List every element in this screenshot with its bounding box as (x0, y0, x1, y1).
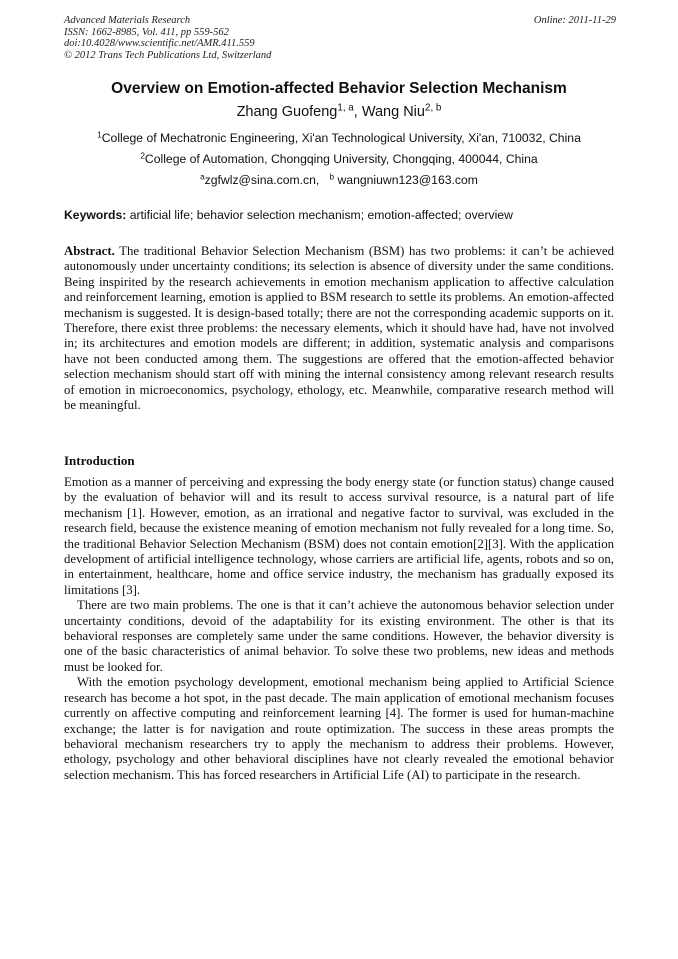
paper-title: Overview on Emotion-affected Behavior Selection Mechanism (111, 80, 567, 97)
email-superscript: a (200, 171, 205, 182)
author-list (0, 104, 678, 120)
email-link[interactable]: zgfwlz@sina.com.cn, (204, 173, 320, 187)
affiliation-text: College of Mechatronic Engineering, Xi'an Technological University, Xi'an, 710032, China (101, 131, 581, 145)
author-superscript: 1, a (337, 102, 354, 114)
affiliation-text: College of Automation, Chongqing University, Chongqing, 400044, China (144, 152, 538, 166)
abstract-label: Abstract. (64, 244, 115, 258)
abstract (64, 244, 614, 413)
affiliation (0, 131, 678, 145)
keywords-label: Keywords: (64, 208, 127, 222)
journal-name: Advanced Materials Research (64, 15, 191, 26)
author-separator: , (353, 104, 362, 120)
copyright-line: © 2012 Trans Tech Publications Ltd, Switzerland (64, 49, 272, 61)
affiliation (0, 152, 678, 166)
issn-line: ISSN: 1662-8985, Vol. 411, pp 559-562 (64, 26, 229, 38)
paragraph: Emotion as a manner of perceiving and expressing the body energy state (or function status) change caused by the evaluation of behavior will and its result to access survival resource, is a natural part of life mechanism [1]. However, emotion, as an irrational and negative factor to survival, was excluded in the research field, because the existence meaning of emotion mechanism not fully revealed for a long time. So, the traditional Behavior Selection Mechanism (BSM) does not contain emotion[2][3]. With the application development of artificial intelligence technology, whose carriers are artificial life, agents, robots and so on, in entertainment, healthcare, home and office service industry, the mechanism has gradually exposed its limitations [3]. (64, 475, 614, 597)
keywords-text: artificial life; behavior selection mechanism; emotion-affected; overview (129, 208, 513, 222)
email-link[interactable]: wangniuwn123@163.com (337, 173, 478, 187)
publication-header (64, 15, 616, 61)
paragraph: With the emotion psychology development, emotional mechanism being applied to Artificial Science research has become a hot spot, in the past decade. The main application of emotional mechanism focuses currently on affective computing and reinforcement learning [4]. The former is used for human-machine exchange; the latter is for navigation and route optimization. The success in these areas prompts the behavioral mechanism researchers try to apply the mechanism to address their problems. However, ethology, psychology and other behavioral disciplines have not clearly revealed the emotional behavior selection mechanism. This has forced researchers in Artificial Life (AI) to participate in the research. (64, 675, 614, 782)
introduction-section (64, 475, 614, 783)
keywords (64, 208, 616, 222)
online-date: Online: 2011-11-29 (533, 15, 616, 26)
email-line (0, 173, 678, 187)
section-heading: Introduction (64, 453, 135, 468)
doi-line: doi:10.4028/www.scientific.net/AMR.411.559 (64, 38, 255, 50)
affiliation-superscript: 1 (97, 129, 102, 140)
author-superscript: 2, b (424, 102, 442, 114)
email-superscript: b (329, 171, 335, 182)
paragraph: There are two main problems. The one is that it can’t achieve the autonomous behavior selection under uncertainty conditions, devoid of the adaptability for its existing environment. The other is that its behavioral responses are completely same under the same conditions. However, the behavior diversity is one of the basic characteristics of animal behavior. To solve these two problems, new ideas and methods must be looked for. (64, 598, 614, 674)
affiliation-superscript: 2 (140, 150, 145, 161)
abstract-text: The traditional Behavior Selection Mechanism (BSM) has two problems: it can’t be achieved autonomously under uncertainty conditions; its selection is absence of diversity under the same conditions. Being inspirited by the research achievements in emotion mechanism application to affective calculation and reinforcement learning, emotion is applied to BSM research to settle its problems. An emotion-affected mechanism is suggested. It is design-based totally; there are not the corresponding academic supports on it. Therefore, there exist three problems: the necessary elements, which it should have had, have not involved in; its architectures and emotion models are different; in addition, systematic analysis and comparisons have not been conducted among them. The suggestions are offered that the emotion-affected behavior selection mechanism should start off with mining the internal consistency among relevant research results of emotion in microeconomics, psychology, ethology, etc. Meanwhile, comparative research method will be meaningful. (64, 244, 615, 413)
author-name: Zhang Guofeng (236, 104, 338, 120)
author-name: Wang Niu (361, 104, 425, 120)
